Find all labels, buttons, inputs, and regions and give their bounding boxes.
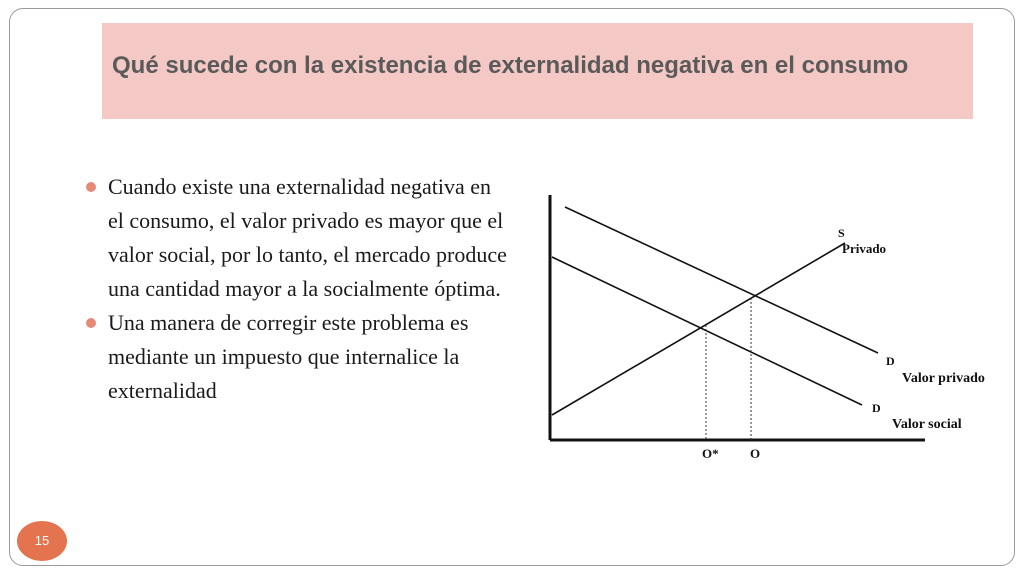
title-banner bbox=[102, 23, 973, 119]
bullet-item-2 bbox=[82, 306, 512, 408]
bullet-dot-icon bbox=[86, 318, 96, 328]
bullet-list bbox=[82, 170, 512, 408]
supply-label: Privado bbox=[842, 241, 887, 256]
demand-private-letter: D bbox=[886, 354, 895, 368]
slide-title: Qué sucede con la existencia de externalidad negativa en el consumo bbox=[112, 52, 909, 79]
page-number: 15 bbox=[34, 533, 50, 548]
bullet-text-2: Una manera de corregir este problema es mediante un impuesto que internalice la externalidad bbox=[108, 310, 469, 403]
bullet-dot-icon bbox=[86, 182, 96, 192]
demand-social-label: Valor social bbox=[892, 417, 962, 432]
q-optimal-label: O* bbox=[702, 446, 719, 461]
bullet-text-1: Cuando existe una externalidad negativa en el consumo, el valor privado es mayor que el valor social, por lo tanto, el mercado produce una cantidad mayor a la socialmente óptima. bbox=[108, 174, 507, 301]
bullet-item-1 bbox=[82, 170, 512, 306]
externality-diagram bbox=[540, 185, 1020, 475]
supply-letter: S bbox=[838, 226, 845, 240]
demand-social-letter: D bbox=[872, 401, 881, 415]
demand-private-curve bbox=[565, 207, 878, 353]
q-market-label: O bbox=[750, 446, 761, 461]
page-number-badge bbox=[17, 521, 67, 561]
demand-private-label: Valor privado bbox=[902, 371, 985, 386]
demand-social-curve bbox=[552, 257, 862, 405]
